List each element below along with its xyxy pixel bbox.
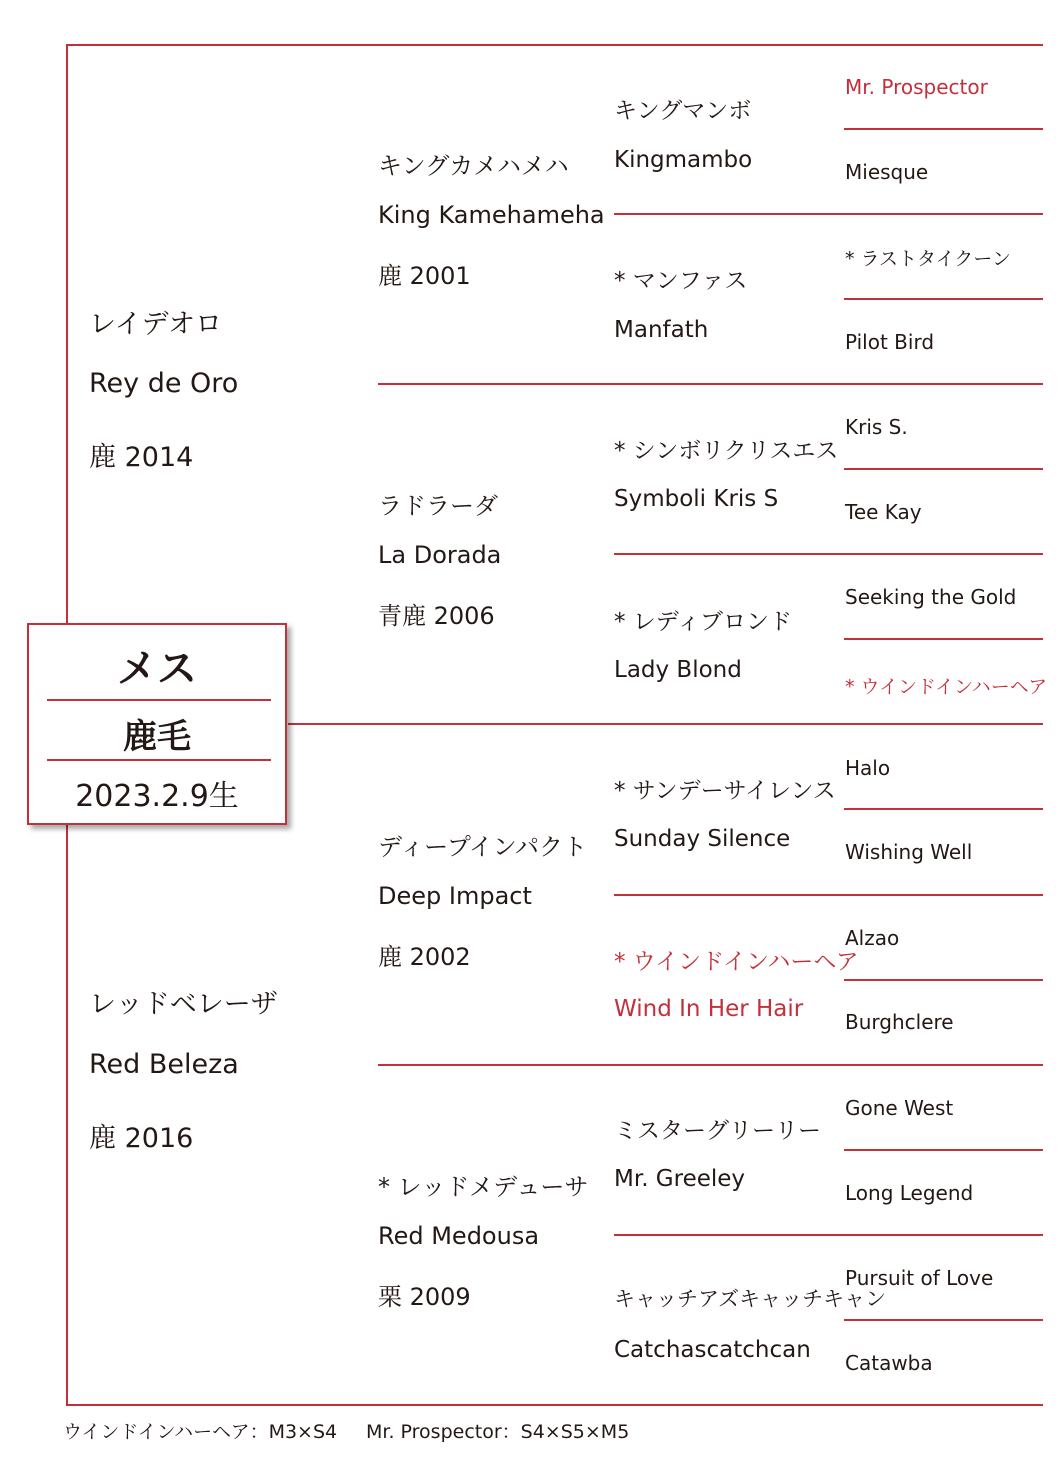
gen4-name: Pursuit of Love (845, 1266, 994, 1290)
subject-sex: メス (117, 646, 197, 692)
gen2-name: Deep Impact (378, 882, 532, 910)
gen2-kana: * レッドメデューサ (378, 1173, 589, 1201)
gen4-name: Burghclere (845, 1010, 954, 1034)
divider-gen4 (844, 1149, 1043, 1151)
gen2-name: La Dorada (378, 541, 502, 569)
gen4-name: Catawba (845, 1351, 933, 1375)
divider-gen4 (844, 808, 1043, 810)
gen2-info: 栗 2009 (378, 1283, 471, 1311)
gen3-name-highlight: Wind In Her Hair (614, 996, 804, 1022)
gen4-name: Pilot Bird (845, 330, 935, 354)
gen3-kana: * レディブロンド (614, 609, 792, 635)
subject-birth: 2023.2.9生 (75, 779, 239, 814)
gen3-kana: キングマンボ (614, 98, 752, 124)
divider-gen4 (844, 638, 1043, 640)
gen3-kana: キャッチアズキャッチキャン (614, 1287, 887, 1311)
divider-gen1 (288, 723, 1043, 725)
subject-divider (47, 759, 271, 761)
divider-gen4 (844, 128, 1043, 130)
gen3-kana: * マンファス (614, 268, 748, 294)
divider-gen4 (844, 979, 1043, 981)
divider-gen3 (614, 553, 1043, 555)
gen2-kana: キングカメハメハ (378, 152, 569, 180)
gen2-kana: ディープインパクト (378, 833, 588, 861)
dam-info: 鹿 2016 (89, 1123, 194, 1154)
divider-gen2 (378, 1064, 1043, 1066)
gen3-kana: * シンボリクリスエス (614, 438, 839, 464)
subject-color: 鹿毛 (123, 717, 191, 757)
gen4-name: Alzao (845, 926, 900, 950)
gen4-name: Wishing Well (845, 840, 973, 864)
gen4-name-highlight: Mr. Prospector (845, 75, 988, 99)
gen3-kana: ミスターグリーリー (614, 1118, 821, 1144)
gen3-name: Manfath (614, 317, 709, 343)
gen3-name: Symboli Kris S (614, 486, 779, 512)
divider-gen2 (378, 383, 1043, 385)
gen4-name: Miesque (845, 160, 929, 184)
sire-name: Rey de Oro (89, 368, 239, 399)
gen3-name: Catchascatchcan (614, 1337, 811, 1363)
gen4-name: Tee Kay (845, 500, 922, 524)
gen3-name: Lady Blond (614, 657, 742, 683)
gen2-info: 鹿 2001 (378, 262, 471, 290)
gen4-name: Long Legend (845, 1181, 974, 1205)
divider-gen4 (844, 1319, 1043, 1321)
gen3-name: Sunday Silence (614, 826, 791, 852)
sire-info: 鹿 2014 (89, 442, 194, 473)
gen4-name: Gone West (845, 1096, 954, 1120)
gen3-name: Mr. Greeley (614, 1166, 746, 1192)
gen3-name: Kingmambo (614, 147, 753, 173)
gen3-kana-highlight: * ウインドインハーヘア (614, 949, 859, 975)
sire-kana: レイデオロ (89, 309, 223, 340)
gen4-name-highlight: * ウインドインハーヘア (845, 676, 1048, 698)
inbreed-note: ウインドインハーヘア：M3×S4 (63, 1421, 338, 1443)
gen4-name: Kris S. (845, 415, 908, 439)
gen2-info: 青鹿 2006 (378, 602, 495, 630)
subject-box (27, 623, 287, 825)
divider-gen3 (614, 1234, 1043, 1236)
inbreed-note: Mr. Prospector：S4×S5×M5 (366, 1421, 630, 1443)
gen2-kana: ラドラーダ (378, 492, 498, 520)
gen4-name: Halo (845, 756, 891, 780)
divider-gen4 (844, 468, 1043, 470)
gen2-name: Red Medousa (378, 1222, 540, 1250)
dam-name: Red Beleza (89, 1049, 239, 1080)
divider-gen3 (614, 213, 1043, 215)
gen4-name: * ラストタイクーン (845, 248, 1011, 270)
dam-kana: レッドベレーザ (89, 989, 278, 1020)
gen4-name: Seeking the Gold (845, 585, 1017, 609)
gen2-info: 鹿 2002 (378, 943, 471, 971)
subject-divider (47, 699, 271, 701)
divider-gen4 (844, 298, 1043, 300)
gen3-kana: * サンデーサイレンス (614, 778, 836, 804)
gen2-name: King Kamehameha (378, 201, 605, 229)
divider-gen3 (614, 894, 1043, 896)
